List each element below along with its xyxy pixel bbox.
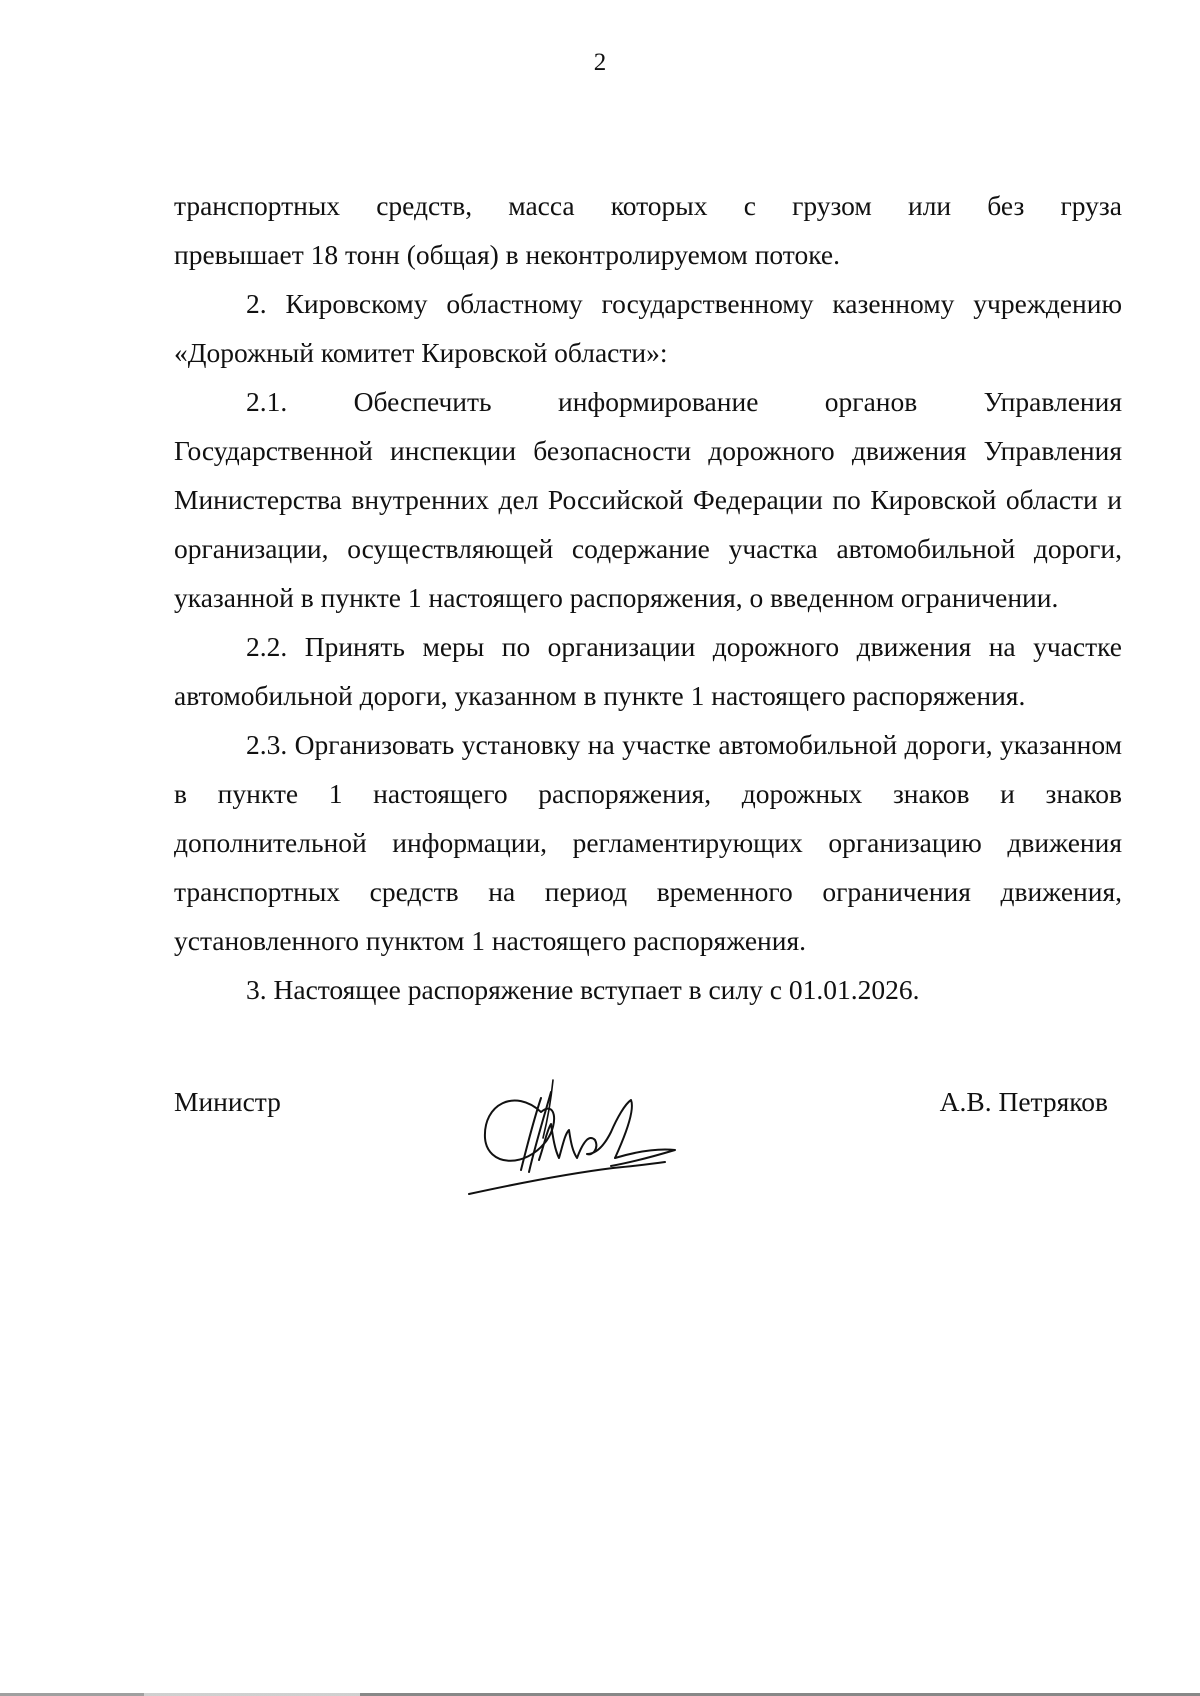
page-number: 2: [593, 49, 607, 76]
signatory-title: Министр: [174, 1086, 281, 1117]
paragraph-continuation-line1: транспортных средств, масса которых с грузом или без груза: [174, 190, 1122, 221]
paragraph-item-2-3: 2.3. Организовать установку на участке автомобильной дороги, указанном в пункте 1 настоящего распоряжения, дорожных знаков и знаков дополнительной информации, регламентирующих организацию движения транспортных средств на период временного ограничения движения, установленного пунктом 1 настоящего распоряжения.: [174, 729, 1122, 956]
paragraph-item-2-2: 2.2. Принять меры по организации дорожного движения на участке автомобильной дороги, указанном в пункте 1 настоящего распоряжения.: [174, 631, 1122, 711]
paragraph-item-3: 3. Настоящее распоряжение вступает в силу с 01.01.2026.: [246, 974, 920, 1005]
paragraph-item-2: 2. Кировскому областному государственному казенному учреждению «Дорожный комитет Кировской области»:: [174, 288, 1122, 368]
paragraph-item-2-1-rest: Государственной инспекции безопасности дорожного движения Управления Министерства внутренних дел Российской Федерации по Кировской области и организации, осуществляющей содержание участка автомобильной дороги, указанной в пункте 1 настоящего распоряжения, о введенном ограничении.: [174, 435, 1122, 613]
signatory-name: А.В. Петряков: [939, 1086, 1108, 1117]
paragraph-item-2-1-line1: 2.1. Обеспечить информирование органов Управления: [246, 386, 1122, 417]
handwritten-signature: [455, 1060, 715, 1200]
signature-block: [0, 1060, 1200, 1210]
document-body: [174, 181, 1122, 1014]
paragraph-continuation-rest: превышает 18 тонн (общая) в неконтролируемом потоке.: [174, 239, 840, 270]
